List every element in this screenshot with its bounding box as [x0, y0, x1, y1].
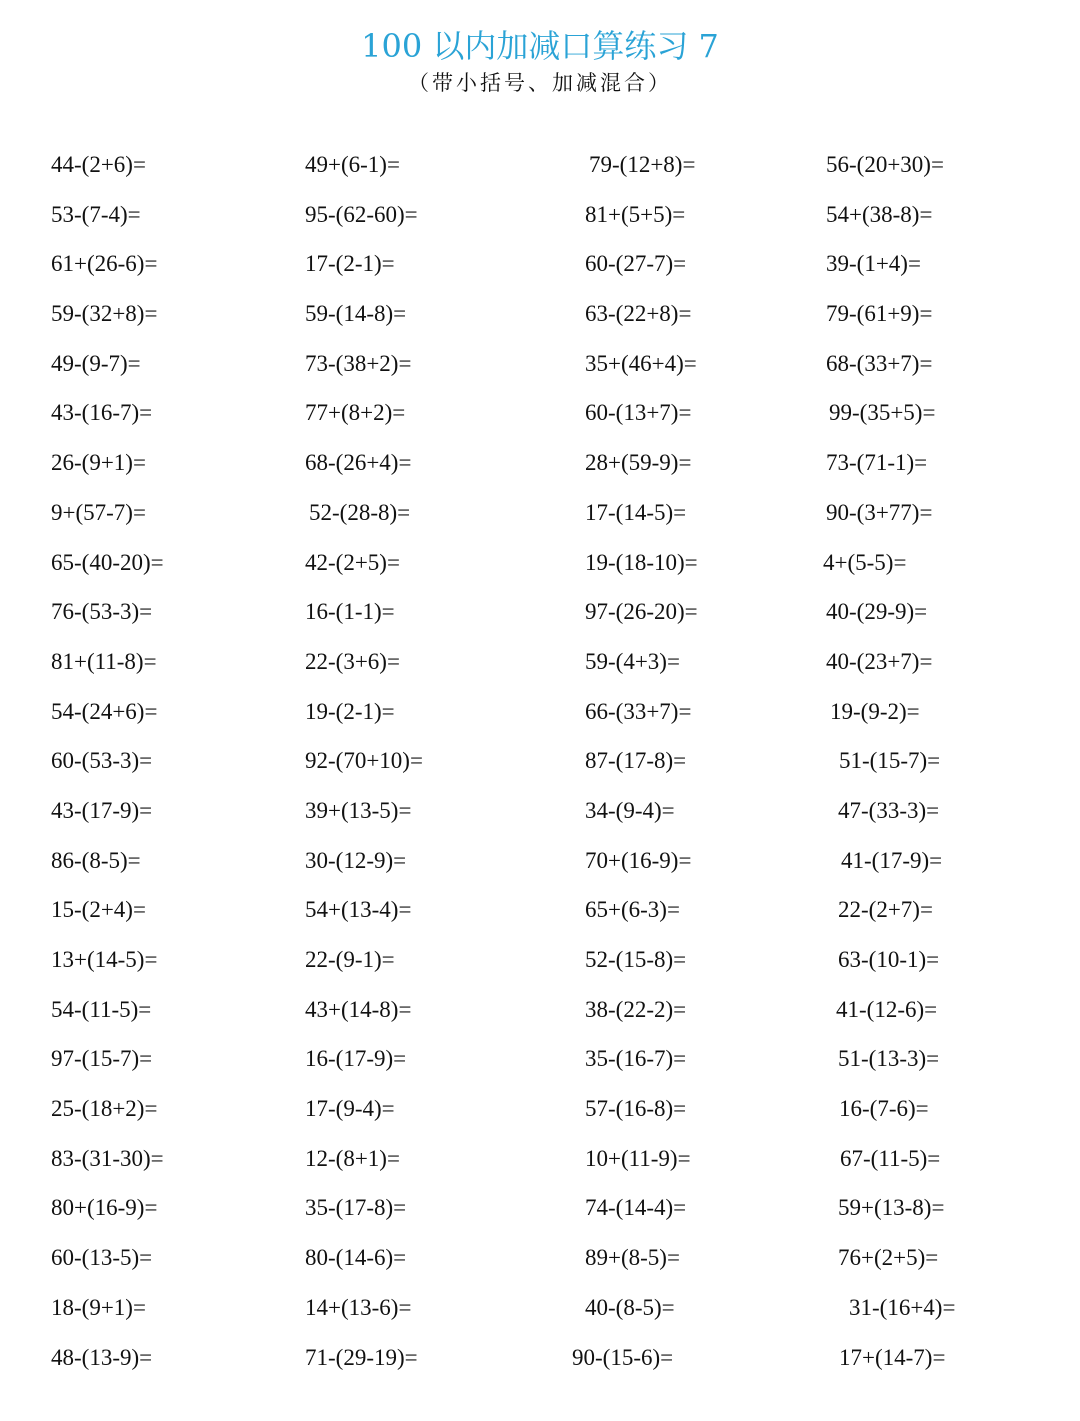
problem-grid	[0, 140, 1080, 1382]
problem-item: 80+(16-9)=	[51, 1195, 158, 1221]
problem-row	[0, 786, 1080, 836]
problem-item: 80-(14-6)=	[305, 1245, 407, 1271]
problem-item: 43-(17-9)=	[51, 797, 153, 823]
problem-item: 65+(6-3)=	[585, 897, 680, 923]
problem-item: 63-(10-1)=	[838, 947, 940, 972]
problem-item: 81+(11-8)=	[51, 648, 157, 674]
problem-item: 19-(9-2)=	[830, 698, 920, 724]
problem-row	[0, 438, 1080, 488]
problem-item: 79-(61+9)=	[826, 301, 933, 327]
problem-item: 9+(57-7)=	[51, 499, 146, 525]
problem-item: 52-(15-8)=	[585, 947, 687, 972]
problem-item: 89+(8-5)=	[585, 1245, 680, 1271]
problem-item: 16-(1-1)=	[305, 599, 395, 625]
problem-row	[0, 587, 1080, 637]
problem-row	[0, 637, 1080, 687]
problem-item: 87-(17-8)=	[585, 748, 687, 774]
problem-row	[0, 140, 1080, 190]
problem-item: 67-(11-5)=	[840, 1145, 941, 1171]
problem-item: 61+(26-6)=	[51, 251, 158, 277]
problem-item: 35-(16-7)=	[585, 1046, 687, 1072]
problem-item: 68-(33+7)=	[826, 350, 933, 376]
problem-item: 77+(8+2)=	[305, 400, 406, 426]
problem-row	[0, 1283, 1080, 1333]
problem-item: 22-(3+6)=	[305, 648, 400, 674]
problem-item: 48-(13-9)=	[51, 1344, 153, 1370]
problem-row	[0, 836, 1080, 886]
problem-item: 51-(15-7)=	[839, 748, 941, 774]
problem-item: 49+(6-1)=	[305, 152, 400, 177]
problem-item: 76-(53-3)=	[51, 599, 153, 625]
problem-item: 54-(11-5)=	[51, 996, 152, 1022]
problem-item: 18-(9+1)=	[51, 1294, 146, 1320]
problem-row	[0, 289, 1080, 339]
problem-item: 40-(29-9)=	[826, 599, 928, 625]
problem-item: 65-(40-20)=	[51, 549, 164, 575]
problem-row	[0, 736, 1080, 786]
problem-item: 35-(17-8)=	[305, 1195, 407, 1221]
problem-item: 95-(62-60)=	[305, 201, 418, 227]
problem-item: 19-(2-1)=	[305, 698, 395, 724]
problem-item: 31-(16+4)=	[849, 1294, 956, 1320]
problem-row	[0, 239, 1080, 289]
problem-item: 81+(5+5)=	[585, 201, 686, 227]
problem-item: 30-(12-9)=	[305, 847, 407, 873]
problem-item: 44-(2+6)=	[51, 152, 146, 177]
problem-row	[0, 1134, 1080, 1184]
problem-item: 57-(16-8)=	[585, 1096, 687, 1122]
problem-item: 60-(13+7)=	[585, 400, 692, 426]
problem-item: 74-(14-4)=	[585, 1195, 687, 1221]
problem-item: 59-(32+8)=	[51, 301, 158, 327]
problem-row	[0, 190, 1080, 240]
problem-item: 43-(16-7)=	[51, 400, 153, 426]
problem-item: 49-(9-7)=	[51, 350, 141, 376]
problem-item: 41-(12-6)=	[836, 996, 938, 1022]
problem-item: 40-(8-5)=	[585, 1294, 675, 1320]
problem-item: 54+(38-8)=	[826, 201, 933, 227]
problem-item: 73-(71-1)=	[826, 450, 928, 476]
problem-item: 39+(13-5)=	[305, 797, 412, 823]
problem-item: 25-(18+2)=	[51, 1096, 158, 1122]
problem-item: 26-(9+1)=	[51, 450, 146, 476]
problem-item: 16-(7-6)=	[839, 1096, 929, 1122]
problem-row	[0, 1084, 1080, 1134]
problem-item: 54-(24+6)=	[51, 698, 158, 724]
problem-item: 22-(2+7)=	[838, 897, 933, 923]
worksheet-title: 100 以内加减口算练习 7	[361, 27, 719, 65]
worksheet-subtitle: （带小括号、加减混合）	[408, 71, 672, 95]
problem-item: 52-(28-8)=	[309, 499, 411, 525]
problem-item: 35+(46+4)=	[585, 350, 697, 376]
problem-row	[0, 687, 1080, 737]
problem-item: 90-(15-6)=	[572, 1344, 674, 1370]
problem-item: 92-(70+10)=	[305, 748, 423, 774]
problem-item: 63-(22+8)=	[585, 301, 692, 327]
problem-item: 16-(17-9)=	[305, 1046, 407, 1072]
problem-item: 71-(29-19)=	[305, 1344, 418, 1370]
problem-item: 83-(31-30)=	[51, 1145, 164, 1171]
problem-row	[0, 1034, 1080, 1084]
problem-item: 4+(5-5)=	[823, 549, 907, 575]
problem-item: 13+(14-5)=	[51, 947, 158, 972]
problem-row	[0, 339, 1080, 389]
problem-row	[0, 885, 1080, 935]
problem-item: 79-(12+8)=	[589, 152, 696, 177]
problem-item: 99-(35+5)=	[829, 400, 936, 426]
problem-item: 97-(15-7)=	[51, 1046, 153, 1072]
problem-row	[0, 935, 1080, 985]
problem-item: 43+(14-8)=	[305, 996, 412, 1022]
problem-item: 34-(9-4)=	[585, 797, 675, 823]
problem-item: 56-(20+30)=	[826, 152, 944, 177]
problem-row	[0, 538, 1080, 588]
problem-item: 60-(53-3)=	[51, 748, 153, 774]
problem-item: 59-(14-8)=	[305, 301, 407, 327]
problem-item: 17+(14-7)=	[839, 1344, 946, 1370]
problem-item: 14+(13-6)=	[305, 1294, 412, 1320]
problem-item: 41-(17-9)=	[841, 847, 943, 873]
problem-row	[0, 1333, 1080, 1383]
problem-item: 73-(38+2)=	[305, 350, 412, 376]
problem-item: 17-(9-4)=	[305, 1096, 395, 1122]
problem-item: 66-(33+7)=	[585, 698, 692, 724]
problem-row	[0, 1233, 1080, 1283]
problem-item: 17-(14-5)=	[585, 499, 687, 525]
problem-item: 12-(8+1)=	[305, 1145, 400, 1171]
problem-item: 60-(27-7)=	[585, 251, 687, 277]
problem-item: 15-(2+4)=	[51, 897, 146, 923]
problem-item: 40-(23+7)=	[826, 648, 933, 674]
problem-item: 68-(26+4)=	[305, 450, 412, 476]
problem-item: 76+(2+5)=	[838, 1245, 939, 1271]
problem-item: 28+(59-9)=	[585, 450, 692, 476]
problem-item: 39-(1+4)=	[826, 251, 921, 277]
problem-item: 10+(11-9)=	[585, 1145, 691, 1171]
problem-row	[0, 985, 1080, 1035]
problem-item: 59-(4+3)=	[585, 648, 680, 674]
problem-item: 47-(33-3)=	[838, 797, 940, 823]
problem-item: 90-(3+77)=	[826, 499, 933, 525]
problem-item: 60-(13-5)=	[51, 1245, 153, 1271]
problem-item: 42-(2+5)=	[305, 549, 400, 575]
problem-item: 70+(16-9)=	[585, 847, 692, 873]
problem-item: 97-(26-20)=	[585, 599, 698, 625]
problem-item: 22-(9-1)=	[305, 947, 395, 972]
problem-item: 19-(18-10)=	[585, 549, 698, 575]
problem-row	[0, 1183, 1080, 1233]
problem-row	[0, 488, 1080, 538]
problem-row	[0, 388, 1080, 438]
problem-item: 53-(7-4)=	[51, 201, 141, 227]
problem-item: 86-(8-5)=	[51, 847, 141, 873]
problem-item: 38-(22-2)=	[585, 996, 687, 1022]
problem-item: 51-(13-3)=	[838, 1046, 940, 1072]
problem-item: 59+(13-8)=	[838, 1195, 945, 1221]
problem-item: 17-(2-1)=	[305, 251, 395, 277]
problem-item: 54+(13-4)=	[305, 897, 412, 923]
